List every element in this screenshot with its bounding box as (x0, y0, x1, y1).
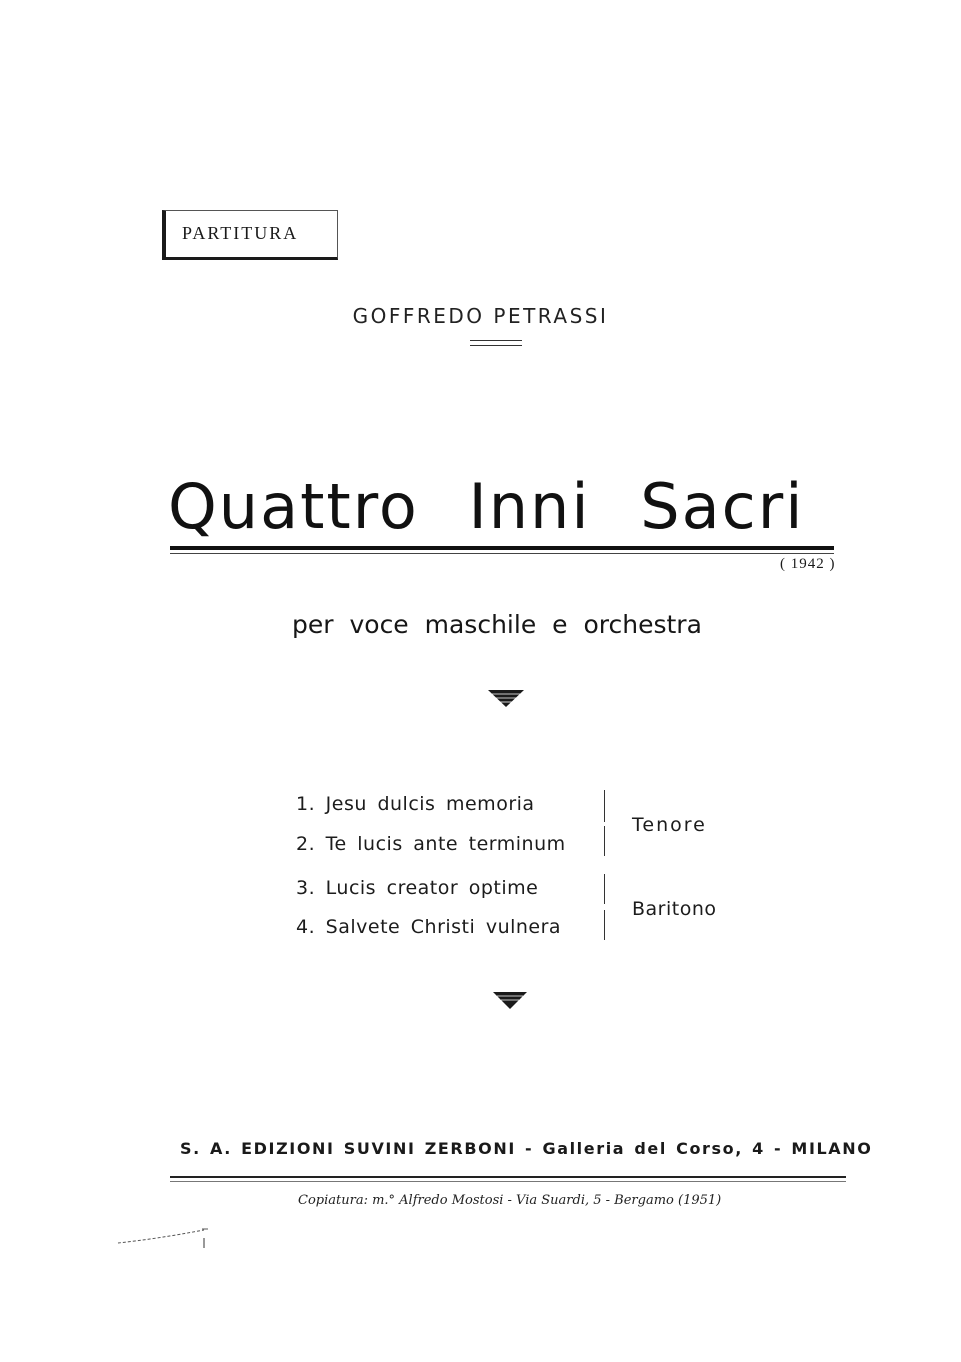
voice-tenore: Tenore (632, 814, 707, 836)
publisher-line: S. A. EDIZIONI SUVINI ZERBONI - Galleria del Corso, 4 - MILANO (180, 1139, 873, 1158)
publisher-rule-thin (170, 1181, 846, 1182)
title-rule (170, 546, 834, 550)
voice-bracket (604, 874, 605, 904)
hymn-3: 3. Lucis creator optime (296, 877, 539, 899)
partitura-label: PARTITURA (182, 223, 299, 243)
work-title: Quattro Inni Sacri (168, 470, 805, 543)
ornament-triangle-icon (488, 688, 524, 708)
voice-baritono: Baritono (632, 898, 717, 920)
hymn-1: 1. Jesu dulcis memoria (296, 793, 535, 815)
publisher-rule (170, 1176, 846, 1178)
work-subtitle: per voce maschile e orchestra (292, 610, 702, 639)
voice-bracket (604, 826, 605, 856)
hymn-4: 4. Salvete Christi vulnera (296, 916, 562, 938)
pencil-mark-icon (116, 1226, 216, 1252)
partitura-label-box (162, 210, 338, 260)
composer-name: GOFFREDO PETRASSI (352, 304, 609, 328)
copyist-credit: Copiatura: m.° Alfredo Mostosi - Via Suardi, 5 - Bergamo (1951) (298, 1193, 722, 1208)
voice-bracket (604, 790, 605, 822)
voice-bracket (604, 910, 605, 940)
composition-year: ( 1942 ) (780, 556, 836, 572)
composer-underline (470, 340, 522, 346)
title-rule-thin (170, 553, 834, 554)
hymn-2: 2. Te lucis ante terminum (296, 833, 566, 855)
ornament-triangle-icon (493, 990, 527, 1010)
